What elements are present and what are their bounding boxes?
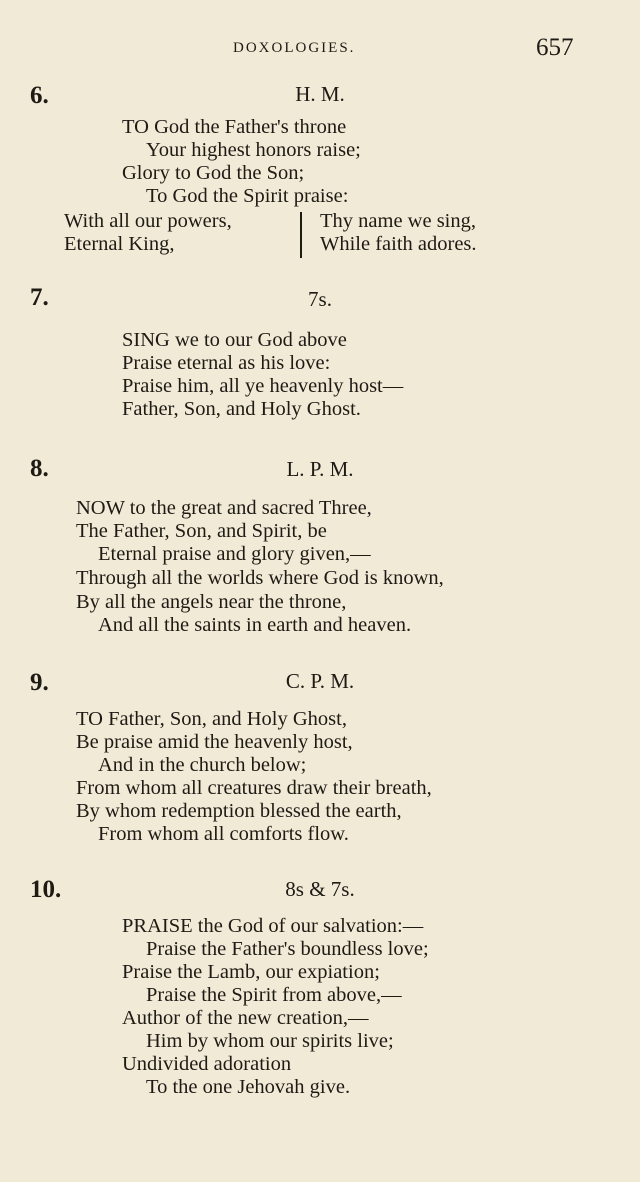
- hymn-number: 8.: [30, 455, 49, 482]
- hymn-number: 6.: [30, 82, 49, 109]
- verse-line: Him by whom our spirits live;: [146, 1030, 394, 1052]
- verse-line: To God the Spirit praise:: [146, 185, 349, 207]
- verse-line: And in the church below;: [98, 754, 307, 776]
- hymn-number: 7.: [30, 284, 49, 311]
- verse-line-right: Thy name we sing,: [320, 210, 476, 232]
- verse-line: Praise the Lamb, our expiation;: [122, 961, 380, 983]
- hymn-number: 10.: [30, 876, 62, 903]
- verse-line: TO God the Father's throne: [122, 116, 347, 138]
- verse-line: Praise the Spirit from above,—: [146, 984, 402, 1006]
- verse-line-left: With all our powers,: [64, 210, 232, 232]
- hymn-meter: H. M.: [295, 82, 345, 106]
- verse-line: From whom all creatures draw their breath,: [76, 777, 432, 799]
- verse-line: Eternal praise and glory given,—: [98, 543, 371, 565]
- verse-line: And all the saints in earth and heaven.: [98, 614, 412, 636]
- verse-line: Praise eternal as his love:: [122, 352, 331, 374]
- verse-line: TO Father, Son, and Holy Ghost,: [76, 708, 347, 730]
- verse-line: Be praise amid the heavenly host,: [76, 731, 353, 753]
- hymn-meter: C. P. M.: [285, 669, 355, 693]
- verse-line: To the one Jehovah give.: [146, 1076, 351, 1098]
- verse-line: Praise him, all ye heavenly host—: [122, 375, 404, 397]
- verse-line: NOW to the great and sacred Three,: [76, 497, 372, 519]
- page-number: 657: [536, 34, 574, 61]
- verse-line-right: While faith adores.: [320, 233, 477, 255]
- verse-line-left: Eternal King,: [64, 233, 175, 255]
- hymn-meter: 8s & 7s.: [285, 877, 355, 901]
- verse-line: Undivided adoration: [122, 1053, 292, 1075]
- running-head: [0, 34, 640, 64]
- verse-line: Your highest honors raise;: [146, 139, 361, 161]
- verse-line: Praise the Father's boundless love;: [146, 938, 429, 960]
- verse-line: By all the angels near the throne,: [76, 591, 347, 613]
- verse-line: PRAISE the God of our salvation:—: [122, 915, 424, 937]
- column-divider: [300, 212, 302, 258]
- verse-line: Father, Son, and Holy Ghost.: [122, 398, 361, 420]
- verse-line: Author of the new creation,—: [122, 1007, 369, 1029]
- verse-line: Glory to God the Son;: [122, 162, 305, 184]
- verse-line: By whom redemption blessed the earth,: [76, 800, 402, 822]
- verse-line: SING we to our God above: [122, 329, 347, 351]
- hymn-number: 9.: [30, 669, 49, 696]
- verse-line: The Father, Son, and Spirit, be: [76, 520, 327, 542]
- hymn-meter: L. P. M.: [286, 457, 354, 481]
- running-title: DOXOLOGIES.: [233, 40, 356, 56]
- verse-line: Through all the worlds where God is known,: [76, 567, 444, 589]
- hymn-meter: 7s.: [308, 287, 332, 311]
- verse-line: From whom all comforts flow.: [98, 823, 349, 845]
